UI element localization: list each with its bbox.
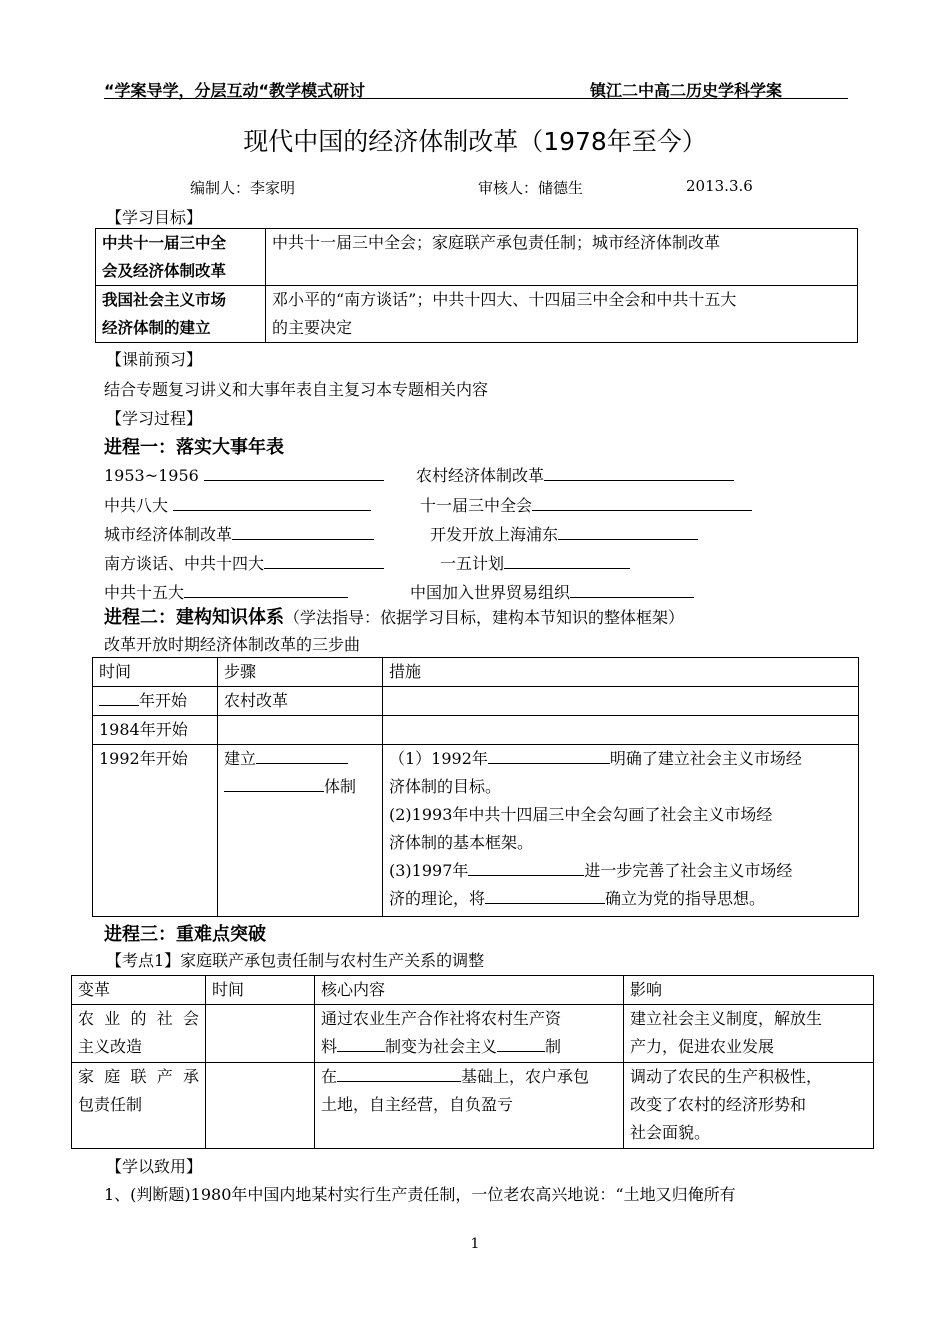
timeline-item: 十一届三中全会 [420,492,752,516]
cell-core: 在 基础上，农户承包 土地，自主经营，自负盈亏 [315,1063,624,1149]
preview-text: 结合专题复习讲义和大事年表自主复习本专题相关内容 [104,380,489,399]
cell-step: 建立 体制 [218,745,383,917]
header-left: “学案导学，分层互动“教学模式研讨 [104,81,366,100]
goals-table [95,228,858,343]
col-header: 变革 [72,976,206,1005]
step2-subtitle: 改革开放时期经济体制改革的三步曲 [104,635,361,654]
cell-change: 家庭联产承 包责任制 [72,1063,206,1149]
step2-note: （学法指导：依据学习目标，建构本节知识的整体框架） [284,608,685,627]
process-heading: 【学习过程】 [106,409,203,428]
steps-table [92,657,859,917]
cell-time: 1984年开始 [93,716,218,745]
timeline-item: 中共十五大 [104,579,348,603]
cell-step [218,716,383,745]
cell-step: 农村改革 [218,687,383,716]
col-header: 步骤 [218,658,383,687]
cell-time [206,1063,315,1149]
reviewer: 审核人：储德生 [478,179,584,197]
cell-time: 1992年开始 [93,745,218,917]
cell-time: 年开始 [93,687,218,716]
page-number: 1 [470,1236,480,1252]
step2-title: 进程二：建构知识体系 [104,607,284,628]
step1-title: 进程一：落实大事年表 [104,437,284,458]
col-header: 影响 [624,976,874,1005]
timeline-item: 1953~1956 [104,462,384,485]
timeline-item: 中国加入世界贸易组织 [410,579,694,603]
timeline-item: 开发开放上海浦东 [430,521,698,545]
cell-impact: 建立社会主义制度，解放生 产力，促进农业发展 [624,1005,874,1063]
header-rule [104,98,848,99]
question-1: 1、(判断题)1980年中国内地某村实行生产责任制，一位老农高兴地说：“土地又归俺所有 [104,1185,736,1204]
point-table [71,975,874,1149]
timeline-item: 一五计划 [440,550,630,574]
cell-measure [383,716,859,745]
step2-title-line [104,603,684,629]
col-header: 时间 [206,976,315,1005]
header-right: 镇江二中高二历史学科学案 [590,81,783,100]
preview-heading: 【课前预习】 [106,350,203,369]
step3-title: 进程三：重难点突破 [104,924,266,945]
goals-heading: 【学习目标】 [106,208,203,227]
page-title: 现代中国的经济体制改革（1978年至今） [243,127,707,156]
timeline-item: 南方谈话、中共十四大 [104,550,384,574]
editor: 编制人：李家明 [190,179,296,197]
col-header: 核心内容 [315,976,624,1005]
goal-value: 邓小平的“南方谈话”；中共十四大、十四届三中全会和中共十五大 的主要决定 [266,286,858,343]
goal-key: 我国社会主义市场 经济体制的建立 [96,286,266,343]
timeline-item: 中共八大 [104,492,371,516]
col-header: 时间 [93,658,218,687]
cell-impact: 调动了农民的生产积极性， 改变了农村的经济形势和 社会面貌。 [624,1063,874,1149]
timeline-item: 城市经济体制改革 [104,521,374,545]
key-point-1: 【考点1】家庭联产承包责任制与农村生产关系的调整 [106,951,485,970]
goal-key: 中共十一届三中全 会及经济体制改革 [96,229,266,286]
cell-change: 农业的社会 主义改造 [72,1005,206,1063]
cell-core: 通过农业生产合作社将农村生产资 料 制变为社会主义 制 [315,1005,624,1063]
date: 2013.3.6 [686,177,753,195]
goal-value: 中共十一届三中全会；家庭联产承包责任制；城市经济体制改革 [266,229,858,286]
cell-measure: （1）1992年 明确了建立社会主义市场经 济体制的目标。 (2)1993年中共十四届三中全会勾画了社会主义市场经 济体制的基本框架。 (3)1997年 进一步完善了社会主义市场经 济的理论，将 确立为党的指导思想。 [383,745,859,917]
timeline-item: 农村经济体制改革 [416,462,734,486]
cell-measure [383,687,859,716]
col-header: 措施 [383,658,859,687]
cell-time [206,1005,315,1063]
apply-heading: 【学以致用】 [106,1157,203,1176]
